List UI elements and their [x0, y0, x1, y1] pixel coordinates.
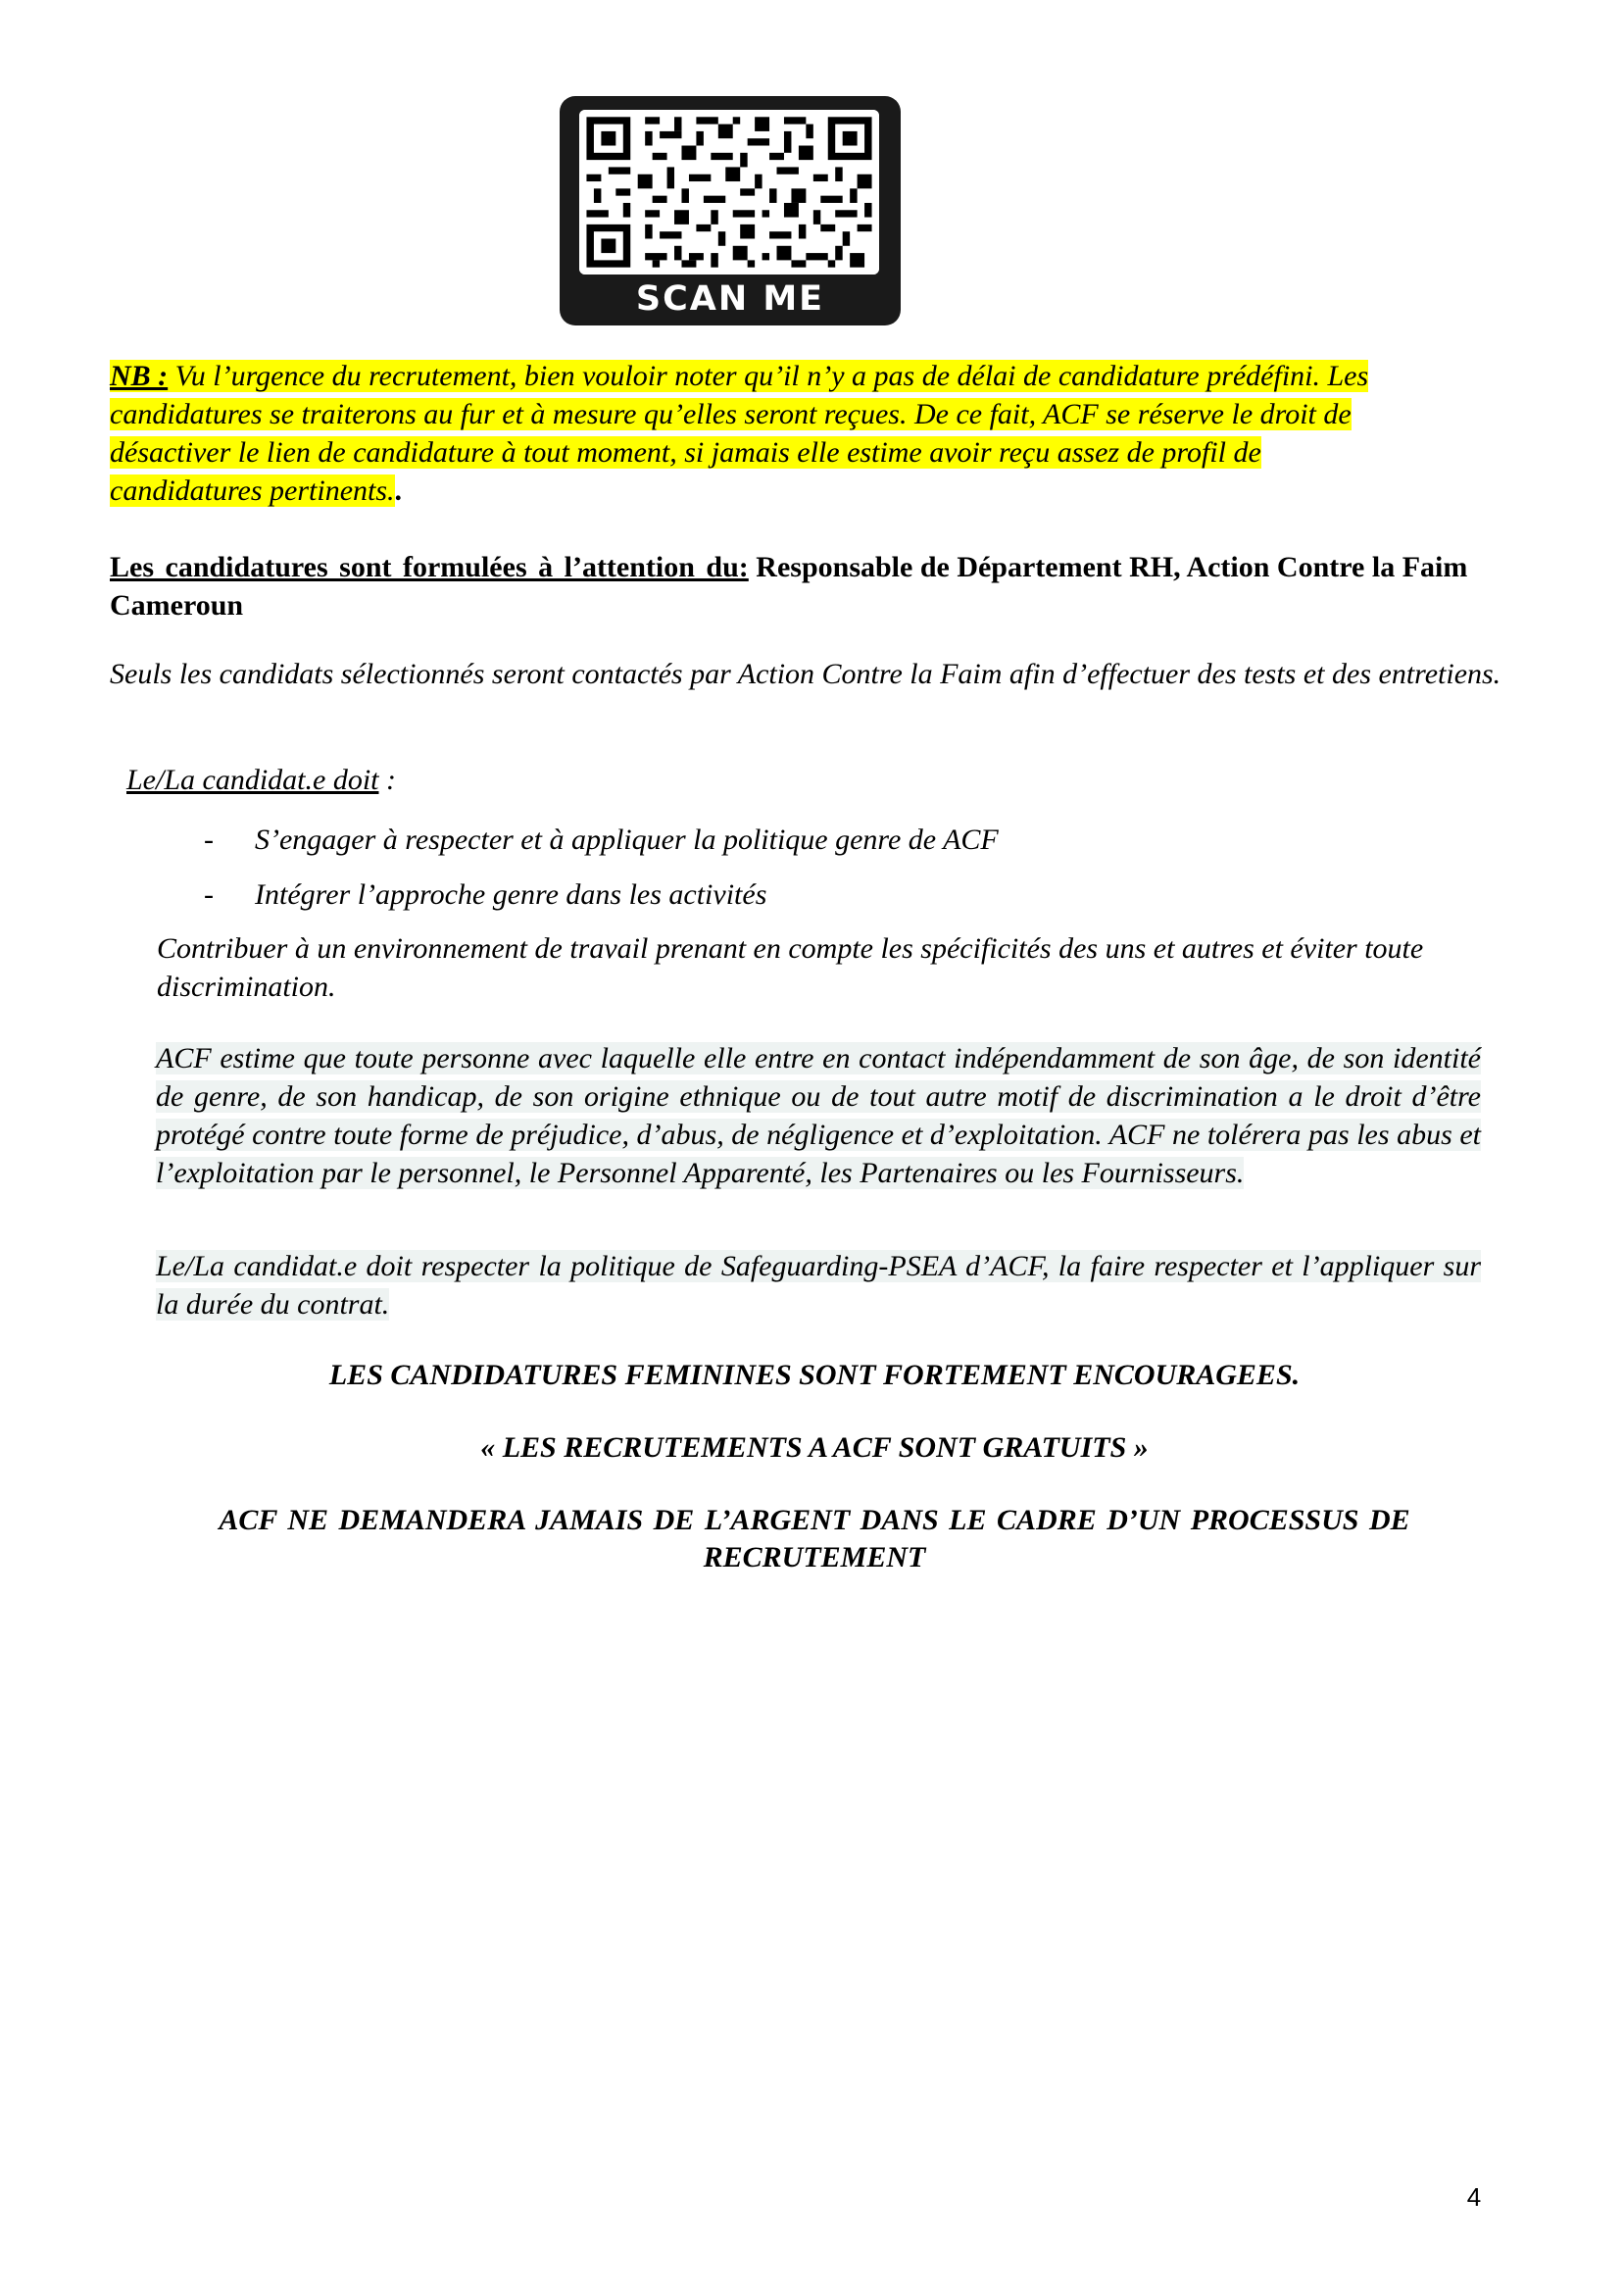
application-recipient [110, 548, 1529, 624]
page-number: 4 [1466, 2182, 1482, 2212]
recipient-lead: Les candidatures sont formulées à l’attention du: [110, 551, 749, 583]
dash-bullet-icon: - [204, 824, 214, 856]
nb-line-1: Vu l’urgence du recrutement, bien vouloir noter qu’il n’y a pas de délai de candidature prédéfini. Les [168, 360, 1369, 392]
safeguarding-statement-text: ACF estime que toute personne avec laquelle elle entre en contact indépendamment de son âge, de son identité de genre, de son handicap, de son origine ethnique ou de tout autre motif de discrimination a le droit d’être protégé contre toute forme de préjudice, d’abus, de négligence et d’exploitation. ACF ne tolérera pas les abus et l’exploitation par le personnel, le Personnel Apparenté, les Partenaires ou les Fournisseurs. [156, 1042, 1481, 1189]
list-item [196, 868, 1470, 923]
nb-label: NB : [110, 360, 169, 392]
safeguarding-statement [156, 1039, 1481, 1192]
contribute-paragraph: Contribuer à un environnement de travail prenant en compte les spécificités des uns et autres et éviter toute discrimination. [157, 932, 1424, 1003]
nb-trailing-dot: . [394, 474, 403, 507]
candidate-title: Le/La candidat.e doit [126, 764, 379, 796]
selected-candidates-note: Seuls les candidats sélectionnés seront contactés par Action Contre la Faim afin d’effectuer des tests et des entretiens. [110, 658, 1501, 690]
candidate-title-suffix: : [378, 764, 396, 796]
qr-code-card[interactable] [560, 96, 901, 325]
nb-notice [110, 357, 1531, 510]
safeguarding-policy [156, 1247, 1481, 1323]
free-recruitment-notice: « LES RECRUTEMENTS A ACF SONT GRATUITS » [480, 1431, 1149, 1464]
candidate-requirements-title [126, 761, 396, 799]
safeguarding-policy-text: Le/La candidat.e doit respecter la politique de Safeguarding-PSEA d’ACF, la faire respecter et l’appliquer sur la durée du contrat. [156, 1250, 1481, 1321]
list-item-text: Intégrer l’approche genre dans les activités [255, 878, 767, 911]
qr-scan-label: SCAN ME [635, 279, 825, 319]
candidate-requirements-list [196, 813, 1470, 923]
list-item-text: S’engager à respecter et à appliquer la politique genre de ACF [255, 824, 999, 856]
qr-code-icon [579, 110, 879, 275]
nb-line-4: candidatures pertinents. [110, 474, 395, 507]
list-item [196, 813, 1470, 868]
nb-line-3: désactiver le lien de candidature à tout moment, si jamais elle estime avoir reçu assez de profil de [110, 436, 1261, 469]
no-money-notice: ACF NE DEMANDERA JAMAIS DE L’ARGENT DANS LE CADRE D’UN PROCESSUS DE RECRUTEMENT [219, 1504, 1410, 1573]
recipient-name: Responsable de Département RH, Action Contre la Faim Cameroun [110, 551, 1468, 622]
dash-bullet-icon: - [204, 878, 214, 911]
feminine-applications-encouraged: LES CANDIDATURES FEMININES SONT FORTEMENT ENCOURAGEES. [328, 1359, 1301, 1391]
nb-line-2: candidatures se traiterons au fur et à mesure qu’elles seront reçues. De ce fait, ACF se réserve le droit de [110, 398, 1352, 430]
